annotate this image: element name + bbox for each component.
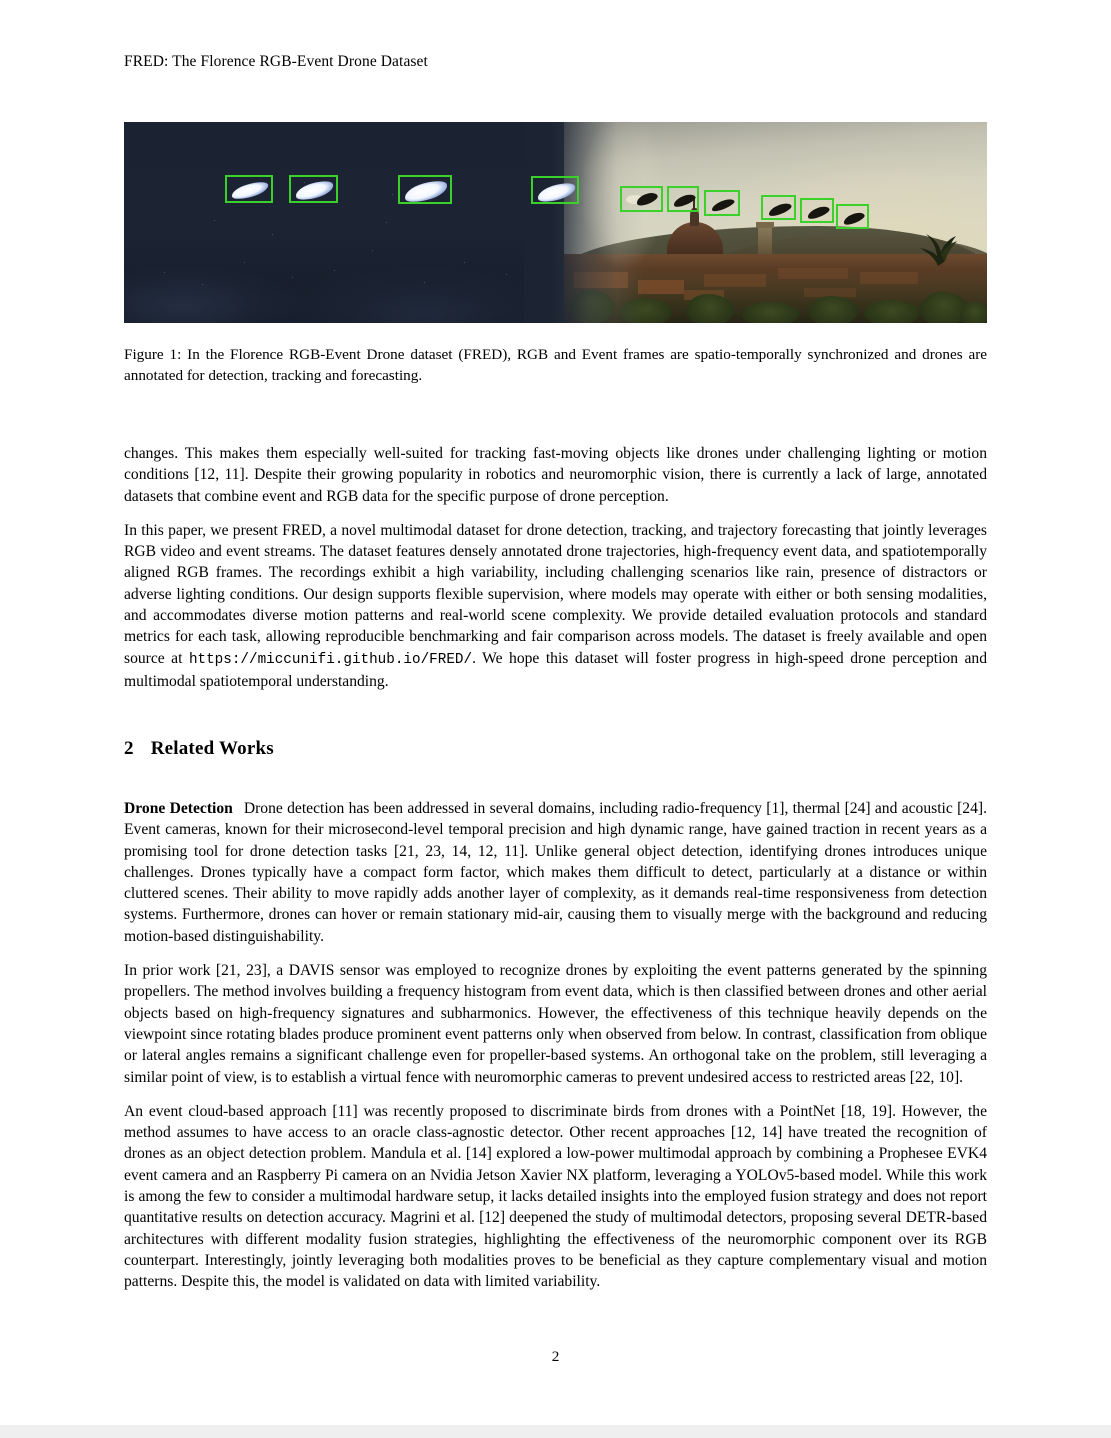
paragraph-intro-2-text-b: . We hope this dataset will foster progress in high-speed drone perception and multimodal spatiotemporal understanding. xyxy=(124,649,988,690)
bbox-event-1 xyxy=(225,175,273,203)
paragraph-event-cloud: An event cloud-based approach [11] was recently proposed to discriminate birds from drones with a PointNet [18, 19]. However, the method assumes to have access to an oracle class-agnostic detector. Other recent approaches [12, 14] have treated the recognition of drones as an object detection problem. Mandula et al. [14] explored a low-power multimodal approach by combining a Prophesee EVK4 event camera and an Raspberry Pi camera on an Nvidia Jetson Xavier NX platform, leveraging a YOLOv5-based model. While this work is among the few to consider a multimodal hardware setup, it lacks detailed insights into the employed fusion strategy and does not report quantitative results on detection accuracy. Magrini et al. [12] deepened the study of multimodal detectors, proposing several DETR-based architectures with different modality fusion strategies, highlighting the effectiveness of the neuromorphic component over its RGB counterpart. Interestingly, jointly leveraging both modalities proves to be beneficial as they capture complementary visual and motion patterns. Despite this, the model is validated on data with limited variability. xyxy=(124,1102,987,1291)
bbox-event-2 xyxy=(289,175,338,203)
foreground-foliage xyxy=(916,230,960,268)
paragraph-intro-2-text-a: In this paper, we present FRED, a novel multimodal dataset for drone detection, tracking, and trajectory forecasting that jointly leverages RGB video and event streams. The dataset features densely annotated drone trajectories, high-frequency event data, and spatiotemporally aligned RGB frames. The recordings exhibit a high variability, including challenging scenarios like rain, presence of distractors or adverse lighting conditions. Our design supports flexible supervision, where models may operate with either or both sensing modalities, and accommodates diverse motion patterns and real-world scene complexity. We provide detailed evaluation protocols and standard metrics for each task, allowing reproducible benchmarking and fair comparison across models. The dataset is freely available and open source at xyxy=(124,521,987,667)
rgb-frame-panel xyxy=(564,122,987,323)
section-heading-related-works xyxy=(124,738,274,760)
section-title: Related Works xyxy=(150,738,274,759)
paragraph-intro-1: changes. This makes them especially well-suited for tracking fast-moving objects like drones under challenging lighting or motion conditions [12, 11]. Despite their growing popularity in robotics and neuromorphic vision, there is currently a lack of large, annotated datasets that combine event and RGB data for the specific purpose of drone perception. xyxy=(124,445,987,505)
page-number: 2 xyxy=(551,1348,560,1365)
event-noise-layer xyxy=(124,122,594,323)
paragraph-prior-work: In prior work [21, 23], a DAVIS sensor was employed to recognize drones by exploiting the event patterns generated by the spinning propellers. The method involves building a frequency histogram from event data, which is then classified between drones and other aerial objects based on high-frequency signatures and subharmonics. However, the effectiveness of this technique heavily depends on the viewpoint since rotating blades produce prominent event patterns only when observed from below. In contrast, classification from oblique or lateral angles remains a significant challenge even for propeller-based systems. An orthogonal take on the problem, still leveraging a similar point of view, is to establish a virtual fence with neuromorphic cameras to prevent undesired access to restricted areas [22, 10]. xyxy=(124,962,987,1086)
dataset-url[interactable]: https://miccunifi.github.io/FRED/ xyxy=(188,651,473,668)
bbox-rgb-2 xyxy=(667,186,699,212)
intro-continuation xyxy=(124,443,987,705)
bell-tower-crown xyxy=(756,222,774,228)
bbox-event-3 xyxy=(398,175,452,204)
bbox-event-4 xyxy=(531,176,579,204)
bbox-rgb-5 xyxy=(800,198,834,223)
figure-1 xyxy=(124,122,987,323)
running-header-title: FRED: The Florence RGB-Event Drone Dataset xyxy=(124,53,428,70)
bbox-rgb-3 xyxy=(704,190,740,216)
bbox-rgb-1 xyxy=(620,186,663,212)
figure-1-image xyxy=(124,122,987,323)
figure-1-caption: Figure 1: In the Florence RGB-Event Drone dataset (FRED), RGB and Event frames are spatio-temporally synchronized and drones are annotated for detection, tracking and forecasting. xyxy=(124,346,987,384)
bbox-rgb-6 xyxy=(836,204,869,229)
bbox-rgb-4 xyxy=(761,195,796,220)
section-number: 2 xyxy=(124,738,134,759)
paragraph-drone-detection-text: Drone detection has been addressed in several domains, including radio-frequency [1], thermal [24] and acoustic [24]. Event cameras, known for their microsecond-level temporal precision and high dynamic range, have gained traction in recent years as a promising tool for drone detection tasks [21, 23, 14, 12, 11]. Unlike general object detection, identifying drones introduces unique challenges. Drones typically have a compact form factor, which makes them difficult to detect, particularly at a distance or within cluttered scenes. Their ability to move rapidly adds another layer of complexity, as it demands real-time responsiveness from detection systems. Furthermore, drones can hover or remain stationary mid-air, causing them to visually merge with the background and reducing motion-based distinguishability. xyxy=(124,800,987,945)
related-works-body xyxy=(124,798,987,1293)
page-bottom-edge xyxy=(0,1425,1111,1438)
paragraph-drone-detection xyxy=(124,798,987,947)
runin-heading-drone-detection: Drone Detection xyxy=(124,800,233,817)
paragraph-intro-2 xyxy=(124,520,987,692)
